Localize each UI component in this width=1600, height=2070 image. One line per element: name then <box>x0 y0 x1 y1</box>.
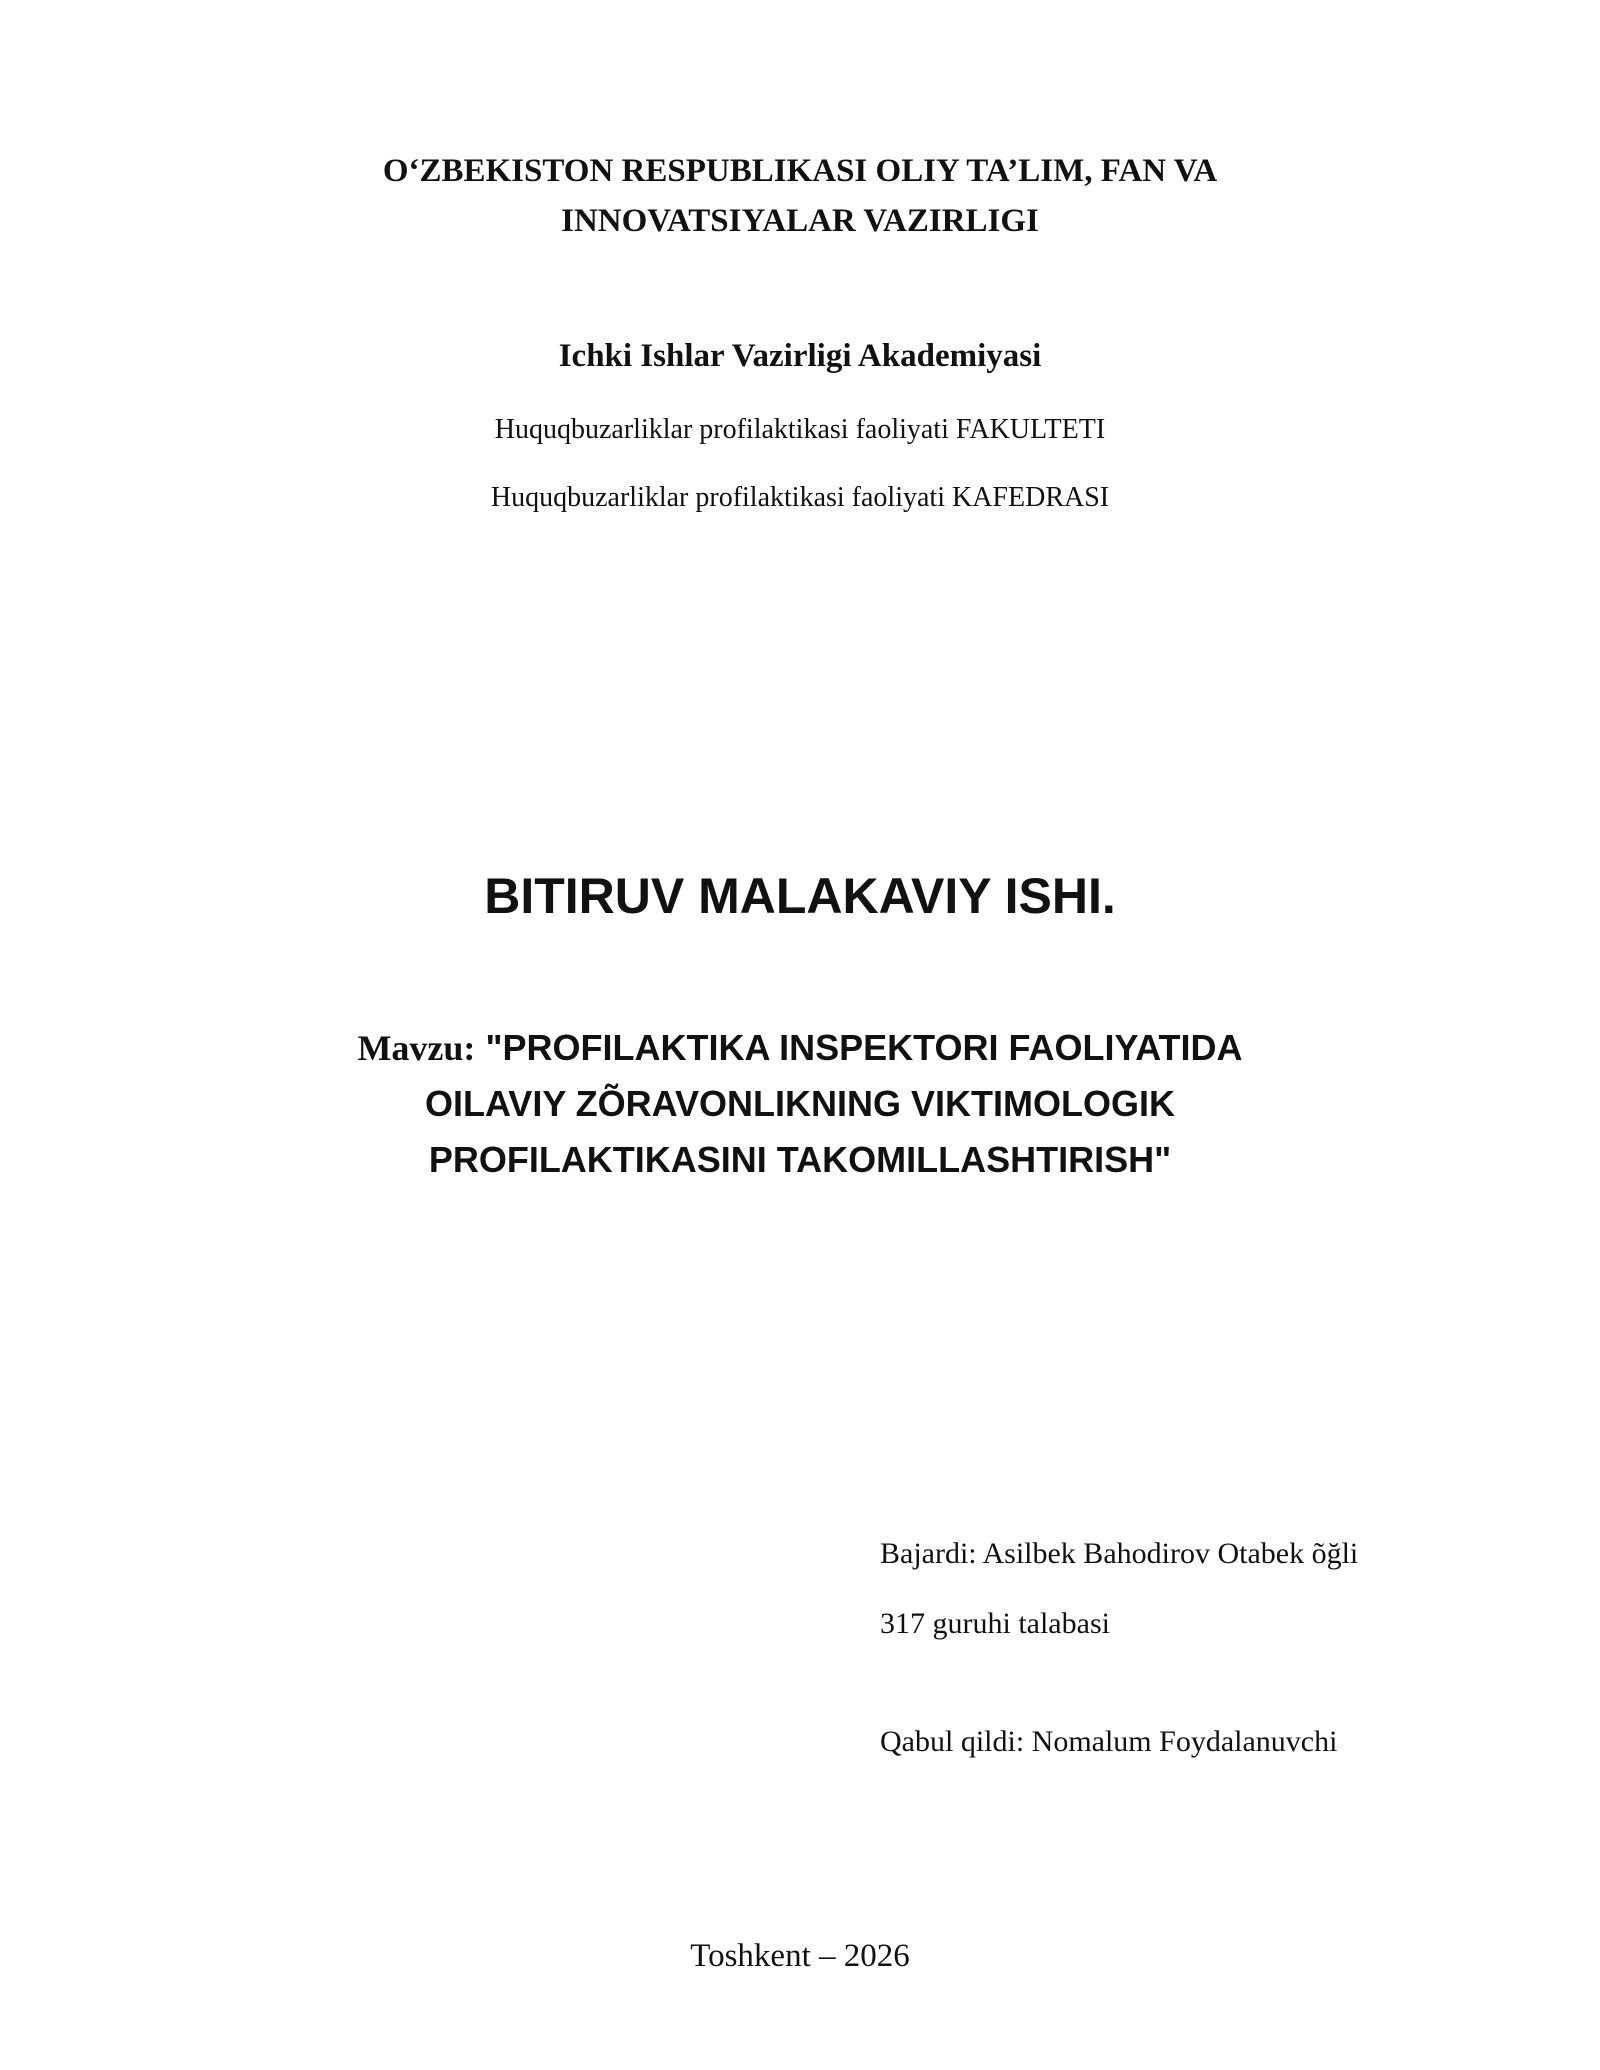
place-year: Toshkent – 2026 <box>690 1938 910 1974</box>
accepted-by: Qabul qildi: Nomalum Foydalanuvchi <box>880 1725 1338 1758</box>
topic-heading <box>0 1020 1600 1188</box>
ministry-line-2: INNOVATSIYALAR VAZIRLIGI <box>561 203 1039 239</box>
department-name: Huquqbuzarliklar profilaktikasi faoliyati KAFEDRASI <box>490 482 1110 513</box>
topic-label: Mavzu: <box>357 1028 476 1068</box>
academy-name: Ichki Ishlar Vazirligi Akademiyasi <box>558 338 1042 374</box>
topic-line-3: PROFILAKTIKASINI TAKOMILLASHTIRISH" <box>428 1139 1172 1180</box>
author-info: Bajardi: Asilbek Bahodirov Otabek õğli <box>880 1537 1359 1570</box>
ministry-line-1: O‘ZBEKISTON RESPUBLIKASI OLIY TA’LIM, FAN VA <box>382 153 1218 189</box>
ministry-heading <box>0 146 1600 246</box>
topic-line-1 <box>0 1020 1600 1076</box>
student-group: 317 guruhi talabasi <box>880 1607 1110 1640</box>
document-type-title: BITIRUV MALAKAVIY ISHI. <box>484 868 1116 924</box>
topic-text-1: "PROFILAKTIKA INSPEKTORI FAOLIYATIDA <box>485 1027 1243 1068</box>
faculty-name: Huquqbuzarliklar profilaktikasi faoliyati FAKULTETI <box>494 414 1106 445</box>
topic-line-2: OILAVIY ZÕRAVONLIKNING VIKTIMOLOGIK <box>424 1083 1175 1124</box>
